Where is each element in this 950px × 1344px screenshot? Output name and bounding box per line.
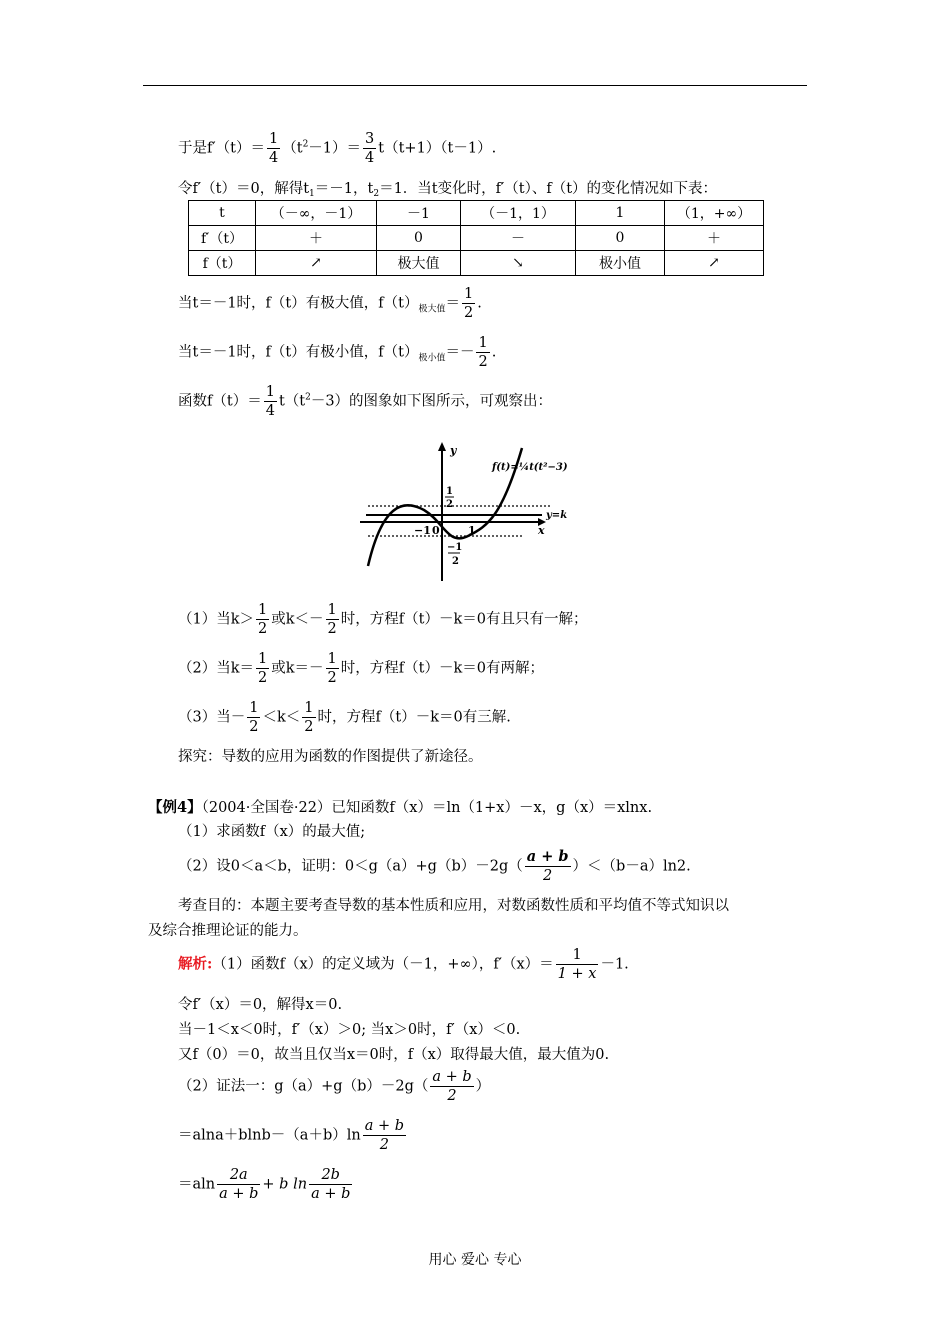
fraction: $\frac{a + b}{2}$ (432, 1069, 472, 1104)
solution-label: 解析: (178, 955, 213, 973)
neg-half-den: 2 (452, 556, 459, 567)
table-cell: （1，+∞） (665, 201, 764, 226)
table-cell: 极小值 (576, 251, 665, 276)
header-rule (143, 85, 807, 86)
function-graph (352, 436, 582, 586)
tick-neg1: −1 (414, 524, 431, 537)
table-row (189, 226, 764, 251)
line-max: 当t＝－1时，f（t）有极大值，$f(t)_{极大值}=$ $\frac{1}{2}$ . (178, 286, 482, 321)
explore-note: 探究：导数的应用为函数的作图提供了新途径。 (178, 749, 483, 765)
fraction: $\frac{1}{2}$ (327, 602, 337, 637)
table-cell: f（t） (189, 251, 256, 276)
table-cell: 0 (377, 226, 461, 251)
fraction: $\frac{1}{2}$ (249, 700, 259, 735)
fraction: $\frac{1}{2}$ (304, 700, 314, 735)
table-cell: ＋ (256, 226, 377, 251)
aim-line-2: 及综合推理论证的能力。 (148, 923, 308, 939)
tick-1: 1 (468, 524, 476, 537)
neg-half-label: −1 (447, 542, 463, 553)
line-label: y=k (546, 510, 568, 521)
line-derivative: 于是f′（t）＝ $\frac{1}{4}$ $(t^2-1)=$ $\frac{3}{4}$ t（t+1）（t－1）. (178, 131, 497, 166)
table-cell: 1 (576, 201, 665, 226)
table-cell: ↗ (256, 251, 377, 276)
table-cell: （－1，1） (461, 201, 576, 226)
table-cell: 极大值 (377, 251, 461, 276)
variation-table (188, 200, 764, 276)
fraction: $\frac{1}{4}$ (265, 384, 275, 419)
fraction: $\frac{2b}{a + b}$ (311, 1167, 351, 1202)
question-2: （2）设0＜a＜b，证明：0＜g（a）+g（b）－2g（ $\frac{a + b}{2}$ ）＜（b－a）ln2. (178, 848, 691, 884)
case-3: （3）当－ $\frac{1}{2}$ ＜k＜ $\frac{1}{2}$ 时，方程f（t）－k＝0有三解. (178, 700, 511, 735)
curve-label: f(t)=¼t(t²−3) (492, 462, 568, 473)
fraction: $\frac{1}{4}$ (269, 131, 279, 166)
case-2: （2）当k＝ $\frac{1}{2}$ 或k＝－ $\frac{1}{2}$ 时，方程f（t）－k＝0有两解； (178, 651, 544, 686)
aim-line-1: 考查目的：本题主要考查导数的基本性质和应用，对数函数性质和平均值不等式知识以 (178, 898, 729, 914)
solution-line-2: 令f′（x）＝0，解得x＝0. (178, 997, 343, 1013)
fraction: $\frac{1}{2}$ (258, 602, 268, 637)
table-cell: （－∞，－1） (256, 201, 377, 226)
fraction: $\frac{1}{2}$ (258, 651, 268, 686)
line-min: 当t＝－1时，f（t）有极小值，$f(t)_{极小值}=-$ $\frac{1}{2}$ . (178, 335, 497, 370)
half-label: 1 (446, 486, 453, 497)
fraction: $\frac{3}{4}$ (365, 131, 375, 166)
solution-line-1: 解析:（1）函数f（x）的定义域为（－1，+∞），f′（x）＝ $\frac{1}{1 + x}$ －1. (178, 947, 629, 982)
example-tag: 【例4】 (148, 799, 202, 816)
fraction: $\frac{1}{2}$ (478, 335, 488, 370)
fraction: $\frac{a + b}{2}$ (526, 848, 569, 884)
table-cell: 0 (576, 226, 665, 251)
y-axis-arrow (438, 442, 446, 451)
line-solve: 令f′（t）＝0，解得$t_1=-1$，$t_2=1$．当t变化时，f′（t）、f（t）的变化情况如下表： (178, 181, 718, 199)
solution-line-5: （2）证法一：g（a）+g（b）－2g（ $\frac{a + b}{2}$ ） (178, 1069, 491, 1104)
tick-0: 0 (432, 524, 440, 537)
example-4-title: 【例4】（2004·全国卷·22）已知函数f（x）＝ln（1+x）－x，g（x）＝xlnx. (148, 799, 653, 816)
table-row (189, 201, 764, 226)
table-cell: ↗ (665, 251, 764, 276)
solution-line-4: 又f（0）＝0，故当且仅当x＝0时，f（x）取得最大值，最大值为0. (178, 1047, 610, 1063)
y-axis-label: y (450, 444, 457, 457)
fraction: $\frac{a + b}{2}$ (364, 1118, 405, 1153)
fraction: $\frac{1}{2}$ (327, 651, 337, 686)
line-function: 函数f（t）＝ $\frac{1}{4}$ $t(t^2-3)$的图象如下图所示，可观察出： (178, 384, 553, 419)
fraction: $\frac{2a}{a + b}$ (219, 1167, 259, 1202)
table-cell: ＋ (665, 226, 764, 251)
table-row (189, 251, 764, 276)
question-1: （1）求函数f（x）的最大值; (178, 824, 366, 840)
solution-line-3: 当－1＜x＜0时，f′（x）＞0; 当x＞0时，f′（x）＜0. (178, 1022, 521, 1038)
solution-line-6: ＝alna＋blnb－（a＋b）ln $\frac{a + b}{2}$ (178, 1118, 405, 1153)
table-cell: t (189, 201, 256, 226)
table-cell: ↘ (461, 251, 576, 276)
table-cell: f′（t） (189, 226, 256, 251)
case-1: （1）当k＞ $\frac{1}{2}$ 或k＜－ $\frac{1}{2}$ 时，方程f（t）－k＝0有且只有一解； (178, 602, 588, 637)
x-axis-label: x (538, 524, 545, 537)
fraction: $\frac{1}{2}$ (463, 286, 474, 321)
page-footer: 用心 爱心 专心 (428, 1252, 522, 1268)
half-den: 2 (446, 499, 453, 510)
fraction: $\frac{1}{1 + x}$ (557, 947, 597, 982)
solution-line-7: ＝aln $\frac{2a}{a + b}$ + b ln $\frac{2b}{a + b}$ (178, 1167, 351, 1202)
table-cell: －1 (377, 201, 461, 226)
table-cell: － (461, 226, 576, 251)
